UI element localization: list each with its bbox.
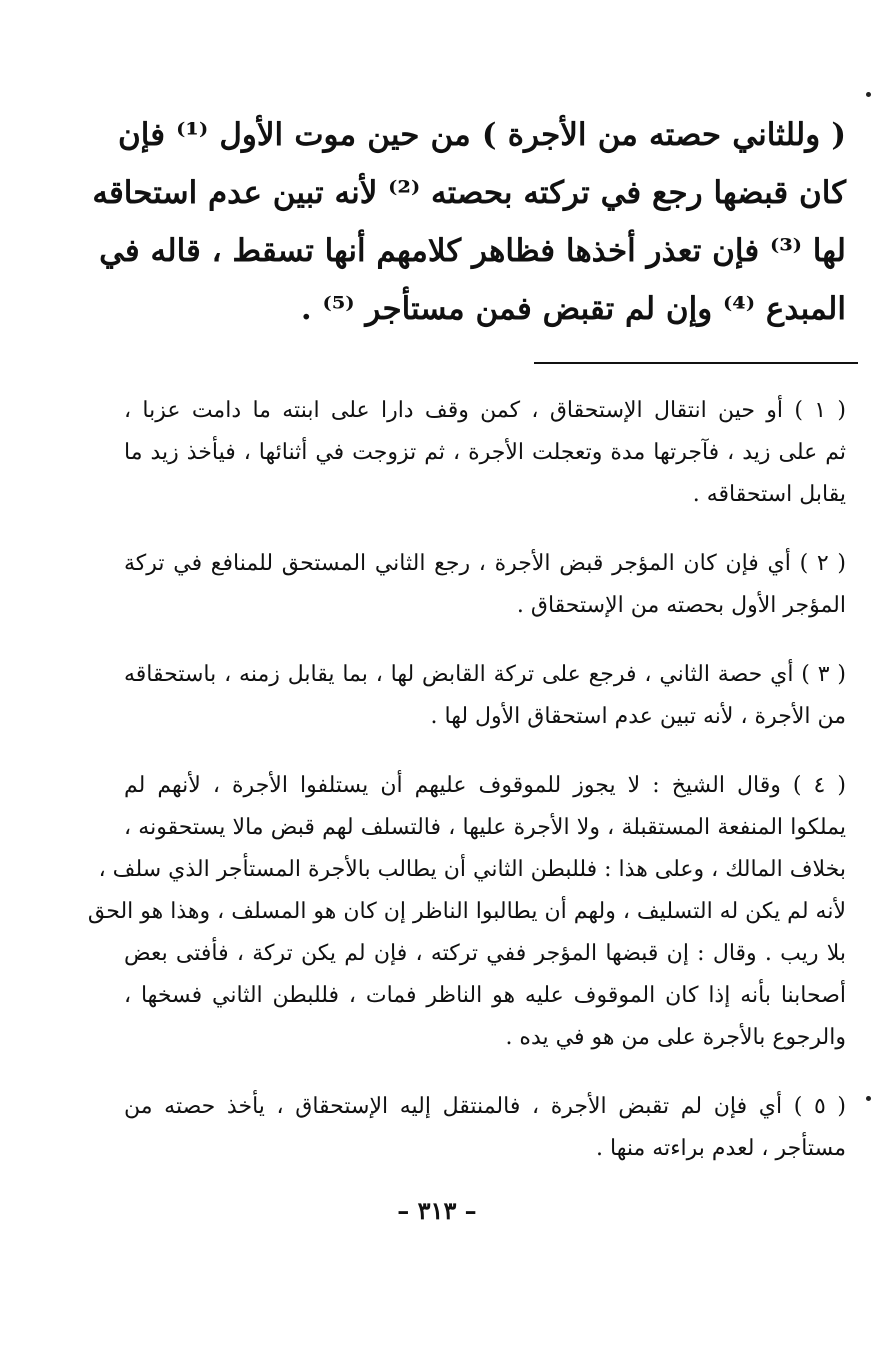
footnote-line: يملكوا المنفعة المستقبلة ، ولا الأجرة عليها ، فالتسلف لهم قبض مالا يستحقونه ، <box>124 815 846 840</box>
footnote-line: لأنه لم يكن له التسليف ، ولهم أن يطالبوا الناظر إن كان هو المسلف ، وهذا هو الحق <box>87 899 846 924</box>
main-line: المبدع ⁽⁴⁾ وإن لم تقبض فمن مستأجر ⁽⁵⁾ . <box>300 291 846 327</box>
footnote-line: ثم على زيد ، فآجرتها مدة وتعجلت الأجرة ، ثم تزوجت في أثنائها ، فيأخذ زيد ما <box>124 440 846 465</box>
footnote-line: ( ٥ ) أي فإن لم تقبض الأجرة ، فالمنتقل إليه الإستحقاق ، يأخذ حصته من <box>124 1094 847 1119</box>
main-line: ( وللثاني حصته من الأجرة ) من حين موت الأول ⁽¹⁾ فإن <box>118 117 846 153</box>
footnote-line: ( ٣ ) أي حصة الثاني ، فرجع على تركة القابض لها ، بما يقابل زمنه ، باستحقاقه <box>124 662 847 687</box>
footnote-line: مستأجر ، لعدم براءته منها . <box>596 1136 846 1161</box>
footnote-3 <box>124 654 846 738</box>
footnote-divider <box>534 362 858 364</box>
footnote-line: بلا ريب . وقال : إن قبضها المؤجر ففي تركته ، فإن لم يكن تركة ، فأفتى بعض <box>124 941 846 966</box>
main-line: لها ⁽³⁾ فإن تعذر أخذها فظاهر كلامهم أنها تسقط ، قاله في <box>99 233 846 269</box>
scan-speck <box>866 1096 871 1101</box>
scan-speck <box>866 92 871 97</box>
footnote-line: ( ٤ ) وقال الشيخ : لا يجوز للموقوف عليهم أن يستلفوا الأجرة ، لأنهم لم <box>124 773 847 798</box>
footnote-line: المؤجر الأول بحصته من الإستحقاق . <box>516 593 846 618</box>
footnote-4 <box>87 765 847 1059</box>
footnote-line: أصحابنا بأنه إذا كان الموقوف عليه هو الناظر فمات ، فللبطن الثاني فسخها ، <box>124 983 846 1008</box>
footnote-line: بخلاف المالك ، وعلى هذا : فللبطن الثاني أن يطالب بالأجرة المستأجر الذي سلف ، <box>98 857 846 882</box>
footnote-2 <box>124 543 846 627</box>
footnote-line: ( ١ ) أو حين انتقال الإستحقاق ، كمن وقف دارا على ابنته ما دامت عزبا ، <box>124 398 846 423</box>
footnote-line: ( ٢ ) أي فإن كان المؤجر قبض الأجرة ، رجع الثاني المستحق للمنافع في تركة <box>124 551 846 576</box>
main-line: كان قبضها رجع في تركته بحصته ⁽²⁾ لأنه تبين عدم استحاقه <box>92 175 846 211</box>
main-text <box>92 106 846 338</box>
page-number: – ٣١٣ – <box>397 1196 477 1225</box>
footnote-line: يقابل استحقاقه . <box>692 482 846 507</box>
footnotes <box>87 390 847 1197</box>
footnote-5 <box>124 1086 846 1170</box>
footnote-line: من الأجرة ، لأنه تبين عدم استحقاق الأول لها . <box>430 704 846 729</box>
footnote-line: والرجوع بالأجرة على من هو في يده . <box>505 1025 846 1050</box>
footnote-1 <box>124 390 846 516</box>
